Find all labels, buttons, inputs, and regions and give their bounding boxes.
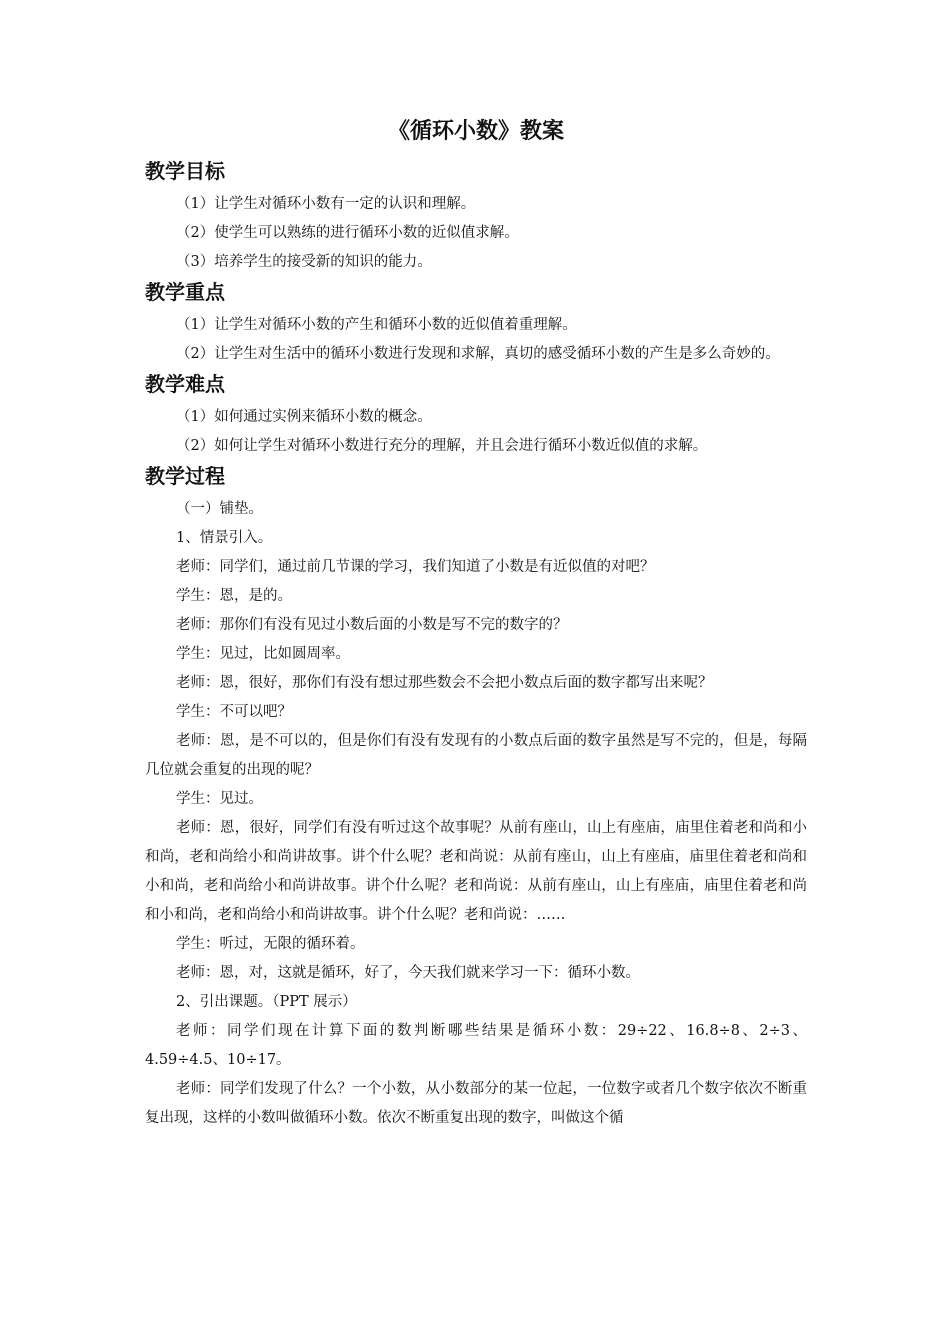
paragraph: 学生：不可以吧？ <box>176 704 292 720</box>
section-heading: 教学难点 <box>145 372 225 396</box>
section-teaching-process <box>145 461 807 1133</box>
section-heading: 教学过程 <box>145 464 225 488</box>
paragraph: （1）让学生对循环小数的产生和循环小数的近似值着重理解。 <box>176 317 577 333</box>
paragraph: （2）使学生可以熟练的进行循环小数的近似值求解。 <box>176 225 519 241</box>
section-heading: 教学重点 <box>145 280 225 304</box>
paragraph: 老师：同学们现在计算下面的数判断哪些结果是循环小数：29÷22、16.8÷8、2÷3、4.59÷4.5、10÷17。 <box>145 1023 807 1068</box>
paragraph: 老师：恩，是不可以的，但是你们有没有发现有的小数点后面的数字虽然是写不完的，但是，每隔几位就会重复的出现的呢？ <box>145 733 807 778</box>
paragraph: 学生：见过，比如圆周率。 <box>176 646 350 662</box>
document-title: 《循环小数》教案 <box>387 119 564 144</box>
section-teaching-focus <box>145 277 807 369</box>
paragraph: （2）如何让学生对循环小数进行充分的理解，并且会进行循环小数近似值的求解。 <box>176 438 708 454</box>
paragraph: 老师：恩，很好，那你们有没有想过那些数会不会把小数点后面的数字都写出来呢？ <box>176 675 713 691</box>
paragraph: 老师：那你们有没有见过小数后面的小数是写不完的数字的？ <box>176 617 568 633</box>
section-teaching-goals <box>145 156 807 277</box>
paragraph: 2、引出课题。（PPT 展示） <box>176 994 357 1010</box>
paragraph: 学生：恩，是的。 <box>176 588 292 604</box>
paragraph: （2）让学生对生活中的循环小数进行发现和求解，真切的感受循环小数的产生是多么奇妙的。 <box>176 346 780 362</box>
paragraph: （一）铺垫。 <box>176 501 263 517</box>
paragraph: （1）如何通过实例来循环小数的概念。 <box>176 409 432 425</box>
paragraph: 老师：恩，很好，同学们有没有听过这个故事呢？从前有座山，山上有座庙，庙里住着老和尚和小和尚，老和尚给小和尚讲故事。讲个什么呢？老和尚说：从前有座山，山上有座庙，庙里住着老和尚和小和尚，老和尚给小和尚讲故事。讲个什么呢？老和尚说：从前有座山，山上有座庙，庙里住着老和尚和小和尚，老和尚给小和尚讲故事。讲个什么呢？老和尚说：…… <box>145 820 807 923</box>
paragraph: 学生：见过。 <box>176 791 263 807</box>
paragraph: 老师：同学们，通过前几节课的学习，我们知道了小数是有近似值的对吧？ <box>176 559 655 575</box>
document-body <box>145 156 807 1133</box>
paragraph: 学生：听过，无限的循环着。 <box>176 936 365 952</box>
section-heading: 教学目标 <box>145 159 225 183</box>
paragraph: （1）让学生对循环小数有一定的认识和理解。 <box>176 196 476 212</box>
section-teaching-difficulties <box>145 369 807 461</box>
paragraph: （3）培养学生的接受新的知识的能力。 <box>176 254 432 270</box>
paragraph: 老师：恩，对，这就是循环，好了，今天我们就来学习一下：循环小数。 <box>176 965 640 981</box>
paragraph: 老师：同学们发现了什么？一个小数，从小数部分的某一位起，一位数字或者几个数字依次不断重复出现，这样的小数叫做循环小数。依次不断重复出现的数字，叫做这个循 <box>145 1081 807 1126</box>
paragraph: 1、情景引入。 <box>176 530 273 546</box>
